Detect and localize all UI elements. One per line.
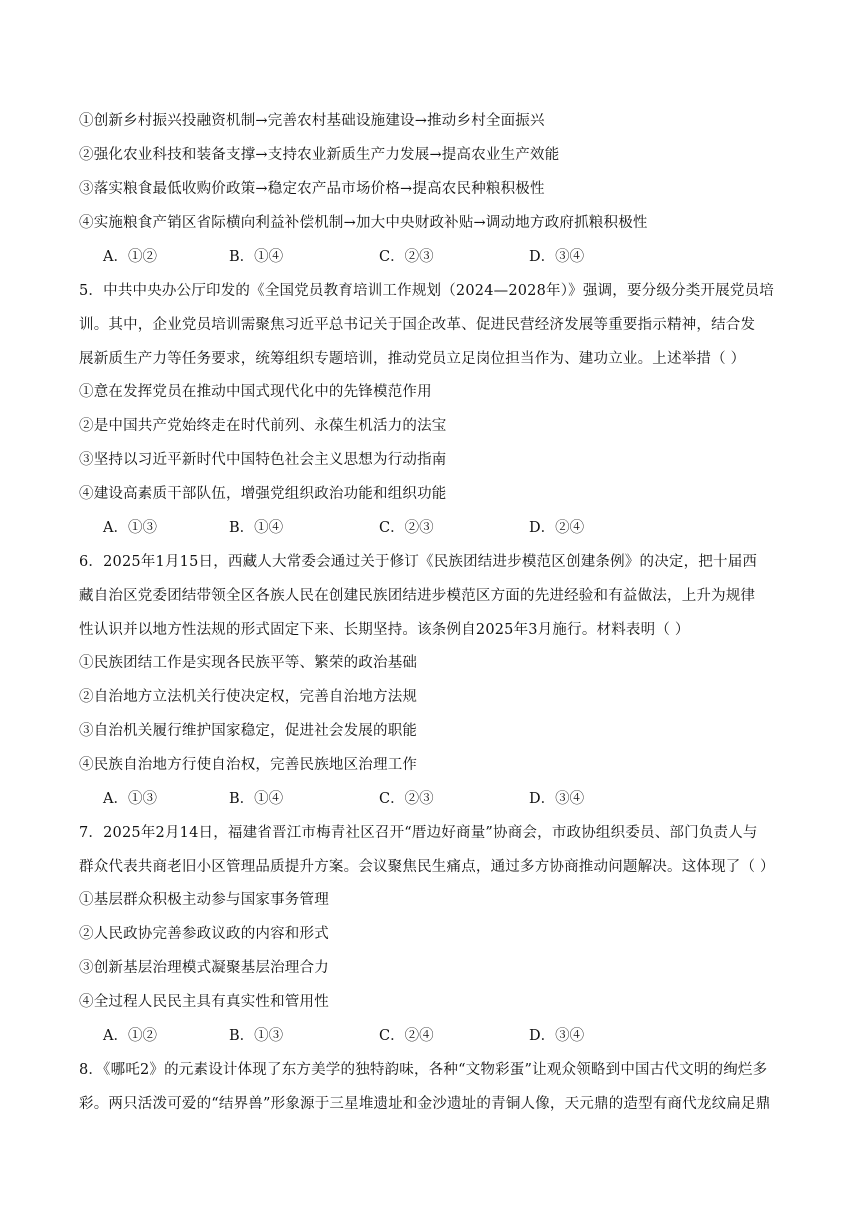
q6-option-c: C．②③: [379, 791, 434, 807]
q7-option-d: D．③④: [529, 1028, 585, 1044]
q5-options: [103, 518, 803, 538]
q6-option-b: B．①④: [229, 791, 284, 807]
q5-stem-line-3: 展新质生产力等任务要求，统筹组织专题培训，推动党员立足岗位担当作为、建功立业。上述举措（ ）: [79, 351, 746, 367]
q5-option-b: B．①④: [229, 520, 284, 536]
q7-item-4: ④全过程人民民主具有真实性和管用性: [79, 994, 329, 1010]
q5-item-1: ①意在发挥党员在推动中国式现代化中的先锋模范作用: [79, 384, 432, 400]
q7-item-1: ①基层群众积极主动参与国家事务管理: [79, 892, 329, 908]
q5-option-d: D．②④: [529, 520, 585, 536]
q7-options: [103, 1026, 803, 1046]
q4-option-c: C．②③: [379, 249, 434, 265]
q5-item-2: ②是中国共产党始终走在时代前列、永葆生机活力的法宝: [79, 418, 447, 434]
q6-option-d: D．③④: [529, 791, 585, 807]
q6-item-1: ①民族团结工作是实现各民族平等、繁荣的政治基础: [79, 655, 418, 671]
q6-options: [103, 789, 803, 809]
q4-option-a: A．①②: [103, 249, 157, 265]
q4-item-3: ③落实粮食最低收购价政策→稳定农产品市场价格→提高农民种粮积极性: [79, 181, 545, 197]
q6-item-4: ④民族自治地方行使自治权，完善民族地区治理工作: [79, 757, 418, 773]
q4-option-b: B．①④: [229, 249, 284, 265]
q6-item-3: ③自治机关履行维护国家稳定，促进社会发展的职能: [79, 723, 418, 739]
q8-stem-line-1: 8．《哪吒2》的元素设计体现了东方美学的独特韵味，各种“文物彩蛋”让观众领略到中国古代文明的绚烂多: [79, 1062, 768, 1078]
q6-stem-line-1: 6．2025年1月15日，西藏人大常委会通过关于修订《民族团结进步模范区创建条例》的决定，把十届西: [79, 554, 758, 570]
q6-stem-line-2: 藏自治区党委团结带领全区各族人民在创建民族团结进步模范区方面的先进经验和有益做法，上升为规律: [79, 588, 756, 604]
q8-stem-line-2: 彩。两只活泼可爱的“结界兽”形象源于三星堆遗址和金沙遗址的青铜人像，天元鼎的造型有商代龙纹扁足鼎: [79, 1096, 771, 1112]
q7-option-c: C．②④: [379, 1028, 434, 1044]
q7-option-b: B．①③: [229, 1028, 284, 1044]
q5-item-3: ③坚持以习近平新时代中国特色社会主义思想为行动指南: [79, 452, 447, 468]
q7-item-2: ②人民政协完善参政议政的内容和形式: [79, 926, 329, 942]
q4-item-4: ④实施粮食产销区省际横向利益补偿机制→加大中央财政补贴→调动地方政府抓粮积极性: [79, 215, 648, 231]
q4-option-d: D．③④: [529, 249, 585, 265]
q6-stem-line-3: 性认识并以地方性法规的形式固定下来、长期坚持。该条例自2025年3月施行。材料表明（ ）: [79, 622, 690, 638]
q5-option-a: A．①③: [103, 520, 157, 536]
q7-stem-line-2: 群众代表共商老旧小区管理品质提升方案。会议聚焦民生痛点，通过多方协商推动问题解决。这体现了（ ）: [79, 859, 775, 875]
q7-item-3: ③创新基层治理模式凝聚基层治理合力: [79, 960, 329, 976]
q6-item-2: ②自治地方立法机关行使决定权，完善自治地方法规: [79, 689, 418, 705]
q5-item-4: ④建设高素质干部队伍，增强党组织政治功能和组织功能: [79, 486, 447, 502]
q6-option-a: A．①③: [103, 791, 157, 807]
q4-options: [103, 247, 803, 267]
q4-item-2: ②强化农业科技和装备支撑→支持农业新质生产力发展→提高农业生产效能: [79, 147, 560, 163]
q7-stem-line-1: 7．2025年2月14日，福建省晋江市梅青社区召开“厝边好商量”协商会，市政协组织委员、部门负责人与: [79, 825, 758, 841]
q5-stem-line-1: 5．中共中央办公厅印发的《全国党员教育培训工作规划（2024—2028年）》强调，要分级分类开展党员培: [79, 283, 774, 299]
q5-stem-line-2: 训。其中，企业党员培训需聚焦习近平总书记关于国企改革、促进民营经济发展等重要指示精神，结合发: [79, 317, 756, 333]
q7-option-a: A．①②: [103, 1028, 157, 1044]
q4-item-1: ①创新乡村振兴投融资机制→完善农村基础设施建设→推动乡村全面振兴: [79, 113, 545, 129]
q5-option-c: C．②③: [379, 520, 434, 536]
